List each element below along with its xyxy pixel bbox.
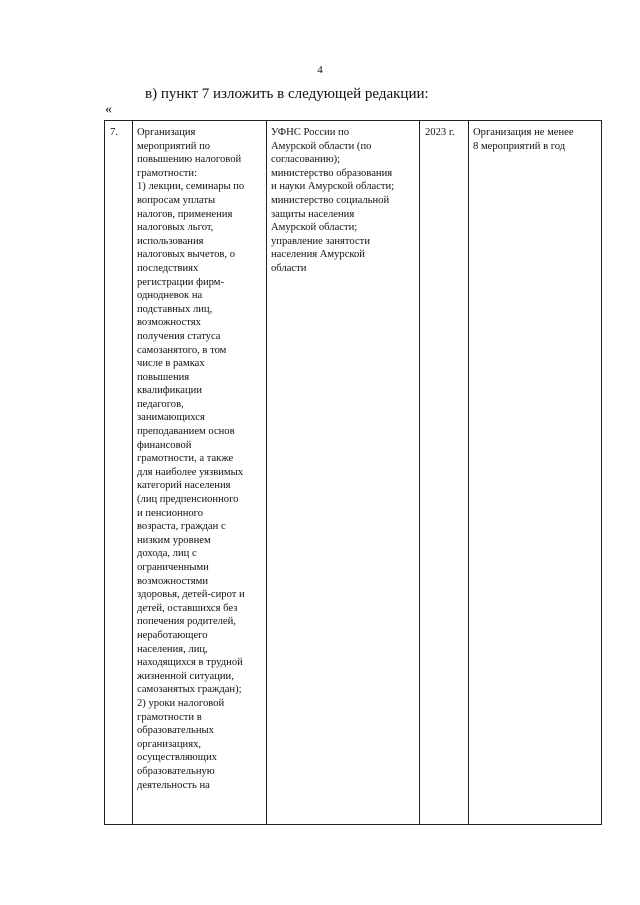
result-cell bbox=[468, 121, 601, 824]
year-value: 2023 г. bbox=[425, 127, 455, 138]
result-description: Организация не менее 8 мероприятий в год bbox=[473, 127, 574, 152]
amendment-intro: в) пункт 7 изложить в следующей редакции: bbox=[145, 86, 429, 102]
row-number: 7. bbox=[110, 127, 118, 138]
executors-cell bbox=[266, 121, 419, 824]
year-cell bbox=[419, 121, 468, 824]
measures-table bbox=[104, 120, 602, 825]
page-number: 4 bbox=[317, 64, 323, 76]
event-cell bbox=[132, 121, 266, 824]
opening-quote: « bbox=[105, 102, 112, 117]
row-number-cell bbox=[105, 121, 132, 824]
executors-list: УФНС России по Амурской области (по согласованию); министерство образования и науки Амурской области; министерство социальной защиты населения Амурской области; управление занятости населения Амурской области bbox=[271, 127, 395, 274]
event-description: Организация мероприятий по повышению налоговой грамотности: 1) лекции, семинары по вопросам уплаты налогов, применения налоговых льгот, использования налоговых вычетов, о последствиях регистрации фирм- однодневок на подставных лиц, возможностях получения статуса самозанятого, в том числе в рамках повышения квалификации педагогов, занимающихся преподаванием основ финансовой грамотности, а также для наиболее уязвимых категорий населения (лиц предпенсионного и пенсионного возраста, граждан с низким уровнем дохода, лиц с ограниченными возможностями здоровья, детей-сирот и детей, оставшихся без попечения родителей, неработающего населения, лиц, находящихся в трудной жизненной ситуации, самозанятых граждан); 2) уроки налоговой грамотности в образовательных организациях, осуществляющих образовательную деятельность на bbox=[137, 127, 245, 791]
